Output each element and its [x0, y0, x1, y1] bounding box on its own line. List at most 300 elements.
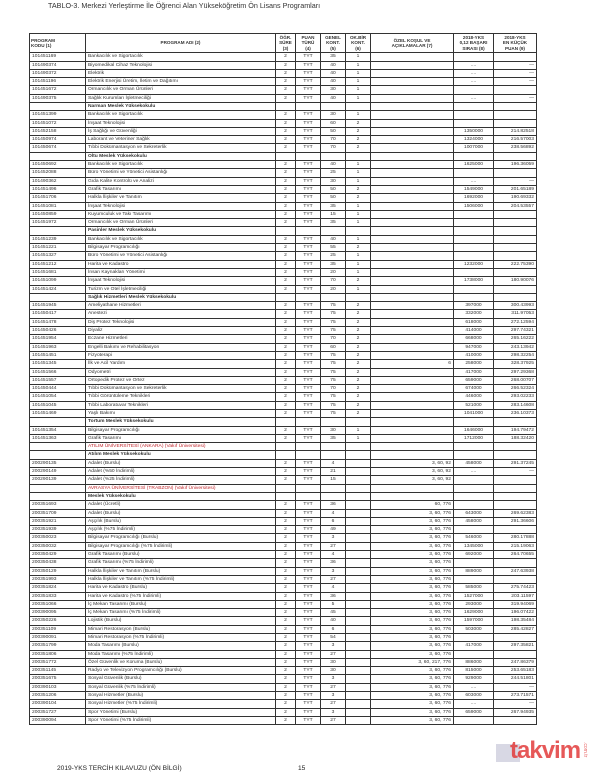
- cell-name: Adalet (%25 İndirimli): [86, 476, 276, 484]
- cell-sure: 2: [276, 567, 296, 575]
- cell-name: Bankacılık ve Sigortacılık: [86, 235, 276, 243]
- cell-puan: TYT: [296, 318, 321, 326]
- table-row: [30, 310, 537, 318]
- cell-name: Ameliyathane Hizmetleri: [86, 302, 276, 310]
- cell-okbir: [346, 567, 371, 575]
- cell-name: Bilgisayar Programcılığı (%75 İndirimli): [86, 542, 276, 550]
- cell-empty: [296, 443, 321, 451]
- cell-empty: [494, 293, 537, 301]
- cell-enkucuk: 285.42827: [494, 625, 537, 633]
- cell-name: Ormancılık ve Orman Ürünleri: [86, 219, 276, 227]
- cell-okbir: [346, 609, 371, 617]
- page-number: 15: [298, 765, 306, 772]
- cell-code: 101451099: [30, 277, 86, 285]
- cell-code: 200390095: [30, 609, 86, 617]
- cell-sure: 2: [276, 534, 296, 542]
- cell-enkucuk: [494, 650, 537, 658]
- cell-puan: TYT: [296, 609, 321, 617]
- cell-sure: 2: [276, 252, 296, 260]
- table-row: [30, 609, 537, 617]
- cell-empty: [30, 103, 86, 111]
- cell-empty: [296, 152, 321, 160]
- cell-puan: TYT: [296, 716, 321, 724]
- table-row: [30, 161, 537, 169]
- cell-okbir: 1: [346, 78, 371, 86]
- cell-empty: [276, 227, 296, 235]
- cell-basari: [454, 268, 494, 276]
- cell-ozel: 3, 60, 776: [371, 567, 454, 575]
- cell-genel: 75: [321, 327, 346, 335]
- cell-genel: 54: [321, 634, 346, 642]
- cell-name: Grafik Tasarımı (Burslu): [86, 551, 276, 559]
- cell-sure: 2: [276, 476, 296, 484]
- cell-puan: TYT: [296, 559, 321, 567]
- cell-empty: [454, 227, 494, 235]
- cell-genel: 35: [321, 53, 346, 61]
- table-body: [30, 53, 537, 725]
- school-name: Sağlık Hizmetleri Meslek Yüksekokulu: [86, 293, 276, 301]
- cell-code: 101451954: [30, 335, 86, 343]
- table-row: [30, 592, 537, 600]
- table-row: [30, 401, 537, 409]
- cell-empty: [276, 152, 296, 160]
- cell-sure: 2: [276, 136, 296, 144]
- cell-empty: [296, 227, 321, 235]
- cell-sure: 2: [276, 434, 296, 442]
- table-row: [30, 542, 537, 550]
- cell-basari: 603000: [454, 692, 494, 700]
- cell-ozel: 3, 60, 776: [371, 692, 454, 700]
- table-row: [30, 177, 537, 185]
- cell-empty: [30, 227, 86, 235]
- cell-basari: 1324000: [454, 136, 494, 144]
- cell-puan: TYT: [296, 310, 321, 318]
- cell-code: 101450426: [30, 327, 86, 335]
- cell-basari: 414000: [454, 327, 494, 335]
- cell-okbir: 2: [346, 310, 371, 318]
- cell-empty: [276, 443, 296, 451]
- cell-okbir: 2: [346, 393, 371, 401]
- cell-okbir: [346, 501, 371, 509]
- cell-okbir: [346, 592, 371, 600]
- cell-sure: 2: [276, 61, 296, 69]
- cell-genel: 35: [321, 202, 346, 210]
- table-row: [30, 426, 537, 434]
- cell-sure: 2: [276, 351, 296, 359]
- table-row: [30, 94, 537, 102]
- cell-ozel: [371, 69, 454, 77]
- school-header-row: [30, 418, 537, 426]
- table-row: [30, 675, 537, 683]
- cell-puan: TYT: [296, 360, 321, 368]
- table-row: [30, 476, 537, 484]
- cell-basari: [454, 501, 494, 509]
- takvim-watermark-logo: [496, 737, 592, 766]
- cell-name: Büro Yönetimi ve Yönetici Asistanlığı: [86, 252, 276, 260]
- cell-enkucuk: [494, 235, 537, 243]
- cell-genel: 27: [321, 716, 346, 724]
- cell-name: Bilgisayar Programcılığı: [86, 426, 276, 434]
- cell-sure: 2: [276, 244, 296, 252]
- cell-enkucuk: 214.82518: [494, 127, 537, 135]
- cell-ozel: 6: [371, 360, 454, 368]
- table-row: [30, 252, 537, 260]
- cell-sure: 2: [276, 584, 296, 592]
- cell-puan: TYT: [296, 468, 321, 476]
- cell-basari: 1232000: [454, 260, 494, 268]
- cell-genel: 75: [321, 368, 346, 376]
- cell-empty: [296, 293, 321, 301]
- cell-basari: 1549000: [454, 185, 494, 193]
- cell-ozel: 3, 60, 776: [371, 542, 454, 550]
- cell-sure: 2: [276, 692, 296, 700]
- cell-ozel: [371, 111, 454, 119]
- cell-okbir: 2: [346, 277, 371, 285]
- cell-sure: 2: [276, 144, 296, 152]
- table-row: [30, 468, 537, 476]
- cell-genel: 3: [321, 642, 346, 650]
- cell-code: 200351824: [30, 584, 86, 592]
- cell-enkucuk: 196.36059: [494, 161, 537, 169]
- cell-code: 200351709: [30, 509, 86, 517]
- cell-okbir: [346, 468, 371, 476]
- cell-okbir: [346, 551, 371, 559]
- cell-code: 101451706: [30, 194, 86, 202]
- cell-ozel: [371, 376, 454, 384]
- cell-name: Moda Tasarımı (%75 İndirimli): [86, 650, 276, 658]
- cell-puan: TYT: [296, 61, 321, 69]
- cell-enkucuk: 319.94069: [494, 600, 537, 608]
- cell-okbir: 2: [346, 127, 371, 135]
- cell-basari: 1629000: [454, 609, 494, 617]
- cell-code: 200290149: [30, 468, 86, 476]
- cell-basari: [454, 252, 494, 260]
- cell-empty: [371, 227, 454, 235]
- cell-puan: TYT: [296, 144, 321, 152]
- cell-empty: [296, 418, 321, 426]
- cell-okbir: [346, 658, 371, 666]
- cell-enkucuk: [494, 716, 537, 724]
- cell-enkucuk: 298.32254: [494, 351, 537, 359]
- cell-basari: 815000: [454, 667, 494, 675]
- cell-puan: TYT: [296, 667, 321, 675]
- cell-puan: TYT: [296, 161, 321, 169]
- cell-name: Harita ve Kadastro: [86, 260, 276, 268]
- cell-puan: TYT: [296, 69, 321, 77]
- cell-ozel: [371, 327, 454, 335]
- cell-basari: 458000: [454, 517, 494, 525]
- cell-genel: 36: [321, 592, 346, 600]
- school-header-row: [30, 451, 537, 459]
- cell-puan: TYT: [296, 376, 321, 384]
- cell-puan: TYT: [296, 202, 321, 210]
- cell-name: Engelli Bakımı ve Rehabilitasyon: [86, 343, 276, 351]
- cell-basari: 1527000: [454, 592, 494, 600]
- cell-code: 200351206: [30, 692, 86, 700]
- cell-genel: 36: [321, 501, 346, 509]
- cell-name: Tıbbi Görüntüleme Teknikleri: [86, 393, 276, 401]
- cell-sure: 2: [276, 185, 296, 193]
- cell-code: 101490375: [30, 94, 86, 102]
- cell-basari: 929000: [454, 675, 494, 683]
- cell-basari: [454, 476, 494, 484]
- cell-okbir: [346, 559, 371, 567]
- cell-genel: 35: [321, 260, 346, 268]
- cell-ozel: [371, 343, 454, 351]
- logo-domain: .com.tr: [582, 742, 588, 758]
- cell-okbir: 1: [346, 285, 371, 293]
- cell-puan: TYT: [296, 517, 321, 525]
- cell-sure: 2: [276, 650, 296, 658]
- cell-enkucuk: [494, 119, 537, 127]
- university-header-row: [30, 484, 537, 492]
- cell-puan: TYT: [296, 53, 321, 61]
- cell-sure: 2: [276, 393, 296, 401]
- cell-sure: 2: [276, 327, 296, 335]
- cell-puan: TYT: [296, 692, 321, 700]
- school-header-row: [30, 227, 537, 235]
- cell-ozel: 3, 60, 217, 776: [371, 658, 454, 666]
- cell-empty: [321, 293, 346, 301]
- cell-code: 200350023: [30, 534, 86, 542]
- cell-enkucuk: 243.13942: [494, 343, 537, 351]
- cell-ozel: 3, 60, 776: [371, 575, 454, 583]
- table-row: [30, 61, 537, 69]
- cell-genel: 45: [321, 609, 346, 617]
- cell-puan: TYT: [296, 285, 321, 293]
- cell-enkucuk: [494, 634, 537, 642]
- cell-empty: [346, 443, 371, 451]
- cell-sure: 2: [276, 268, 296, 276]
- cell-ozel: 3, 60, 776: [371, 526, 454, 534]
- cell-genel: 70: [321, 277, 346, 285]
- cell-name: Bilgisayar Programcılığı (Burslu): [86, 534, 276, 542]
- cell-genel: 6: [321, 517, 346, 525]
- cell-okbir: 1: [346, 268, 371, 276]
- cell-code: 101451072: [30, 119, 86, 127]
- cell-name: Spor Yönetimi (Burslu): [86, 708, 276, 716]
- cell-name: Aşçılık (Burslu): [86, 517, 276, 525]
- cell-puan: TYT: [296, 335, 321, 343]
- cell-empty: [494, 451, 537, 459]
- cell-sure: 2: [276, 501, 296, 509]
- cell-name: Bilgisayar Programcılığı: [86, 244, 276, 252]
- cell-genel: 40: [321, 617, 346, 625]
- cell-genel: 40: [321, 78, 346, 86]
- cell-ozel: [371, 235, 454, 243]
- cell-empty: [346, 484, 371, 492]
- cell-empty: [296, 492, 321, 500]
- cell-ozel: 3, 60, 776: [371, 517, 454, 525]
- cell-okbir: [346, 542, 371, 550]
- cell-name: Mimari Restorasyon (%75 İndirimli): [86, 634, 276, 642]
- cell-sure: 2: [276, 592, 296, 600]
- cell-okbir: [346, 509, 371, 517]
- cell-code: 101451363: [30, 434, 86, 442]
- cell-empty: [346, 451, 371, 459]
- cell-basari: 417000: [454, 642, 494, 650]
- cell-puan: TYT: [296, 434, 321, 442]
- cell-sure: 2: [276, 119, 296, 127]
- cell-okbir: [346, 617, 371, 625]
- cell-okbir: [346, 650, 371, 658]
- cell-empty: [30, 451, 86, 459]
- table-row: [30, 459, 537, 467]
- cell-sure: 2: [276, 53, 296, 61]
- cell-name: İç Mekan Tasarımı (%75 İndirimli): [86, 609, 276, 617]
- cell-name: Moda Tasarımı (Burslu): [86, 642, 276, 650]
- cell-name: Harita ve Kadastro (Burslu): [86, 584, 276, 592]
- cell-sure: 2: [276, 94, 296, 102]
- cell-okbir: 1: [346, 434, 371, 442]
- cell-code: 200290139: [30, 476, 86, 484]
- school-name: Meslek Yüksekokulu: [86, 492, 276, 500]
- cell-puan: TYT: [296, 650, 321, 658]
- cell-code: 200351145: [30, 667, 86, 675]
- cell-sure: 2: [276, 634, 296, 642]
- cell-enkucuk: —: [494, 468, 537, 476]
- cell-ozel: [371, 310, 454, 318]
- cell-genel: 27: [321, 683, 346, 691]
- cell-ozel: [371, 302, 454, 310]
- cell-sure: 2: [276, 177, 296, 185]
- cell-empty: [321, 152, 346, 160]
- cell-code: 200350032: [30, 542, 86, 550]
- header-success-rank: 2018-YKS 0,12 BAŞARI SIRASI (8): [454, 34, 494, 53]
- cell-enkucuk: [494, 252, 537, 260]
- table-row: [30, 360, 537, 368]
- cell-enkucuk: 266.52324: [494, 385, 537, 393]
- table-row: [30, 69, 537, 77]
- cell-name: Halkla İlişkiler ve Tanıtım (%75 İndirimli): [86, 575, 276, 583]
- cell-basari: [454, 219, 494, 227]
- cell-puan: TYT: [296, 700, 321, 708]
- cell-puan: TYT: [296, 658, 321, 666]
- cell-code: 101450692: [30, 161, 86, 169]
- cell-empty: [30, 418, 86, 426]
- cell-code: 101451081: [30, 202, 86, 210]
- table-row: [30, 634, 537, 642]
- cell-okbir: [346, 708, 371, 716]
- table-row: [30, 509, 537, 517]
- table-row: [30, 235, 537, 243]
- university-name: AVRASYA ÜNİVERSİTESİ (TRABZON) (Vakıf Üniversitesi): [86, 484, 276, 492]
- cell-puan: TYT: [296, 542, 321, 550]
- cell-basari: 258000: [454, 360, 494, 368]
- cell-code: 101450974: [30, 136, 86, 144]
- cell-sure: 2: [276, 194, 296, 202]
- table-row: [30, 567, 537, 575]
- cell-puan: TYT: [296, 501, 321, 509]
- cell-ozel: [371, 401, 454, 409]
- cell-code: 101451354: [30, 426, 86, 434]
- cell-enkucuk: 297.74321: [494, 327, 537, 335]
- cell-ozel: [371, 260, 454, 268]
- cell-ozel: 3, 60, 776: [371, 625, 454, 633]
- cell-name: Elektrik: [86, 69, 276, 77]
- cell-code: 101450674: [30, 144, 86, 152]
- cell-genel: 75: [321, 310, 346, 318]
- table-row: [30, 600, 537, 608]
- table-row: [30, 526, 537, 534]
- cell-ozel: [371, 318, 454, 326]
- cell-genel: 50: [321, 185, 346, 193]
- cell-sure: 2: [276, 277, 296, 285]
- cell-okbir: 1: [346, 426, 371, 434]
- cell-sure: 2: [276, 360, 296, 368]
- cell-empty: [296, 103, 321, 111]
- cell-genel: 50: [321, 194, 346, 202]
- cell-genel: 70: [321, 385, 346, 393]
- cell-basari: 886000: [454, 658, 494, 666]
- cell-code: 200351799: [30, 642, 86, 650]
- cell-name: Grafik Tasarımı: [86, 434, 276, 442]
- cell-enkucuk: 273.71571: [494, 692, 537, 700]
- cell-genel: 40: [321, 235, 346, 243]
- cell-ozel: [371, 426, 454, 434]
- cell-empty: [454, 451, 494, 459]
- cell-empty: [321, 418, 346, 426]
- cell-ozel: [371, 393, 454, 401]
- cell-enkucuk: [494, 210, 537, 218]
- cell-code: 200390103: [30, 683, 86, 691]
- cell-basari: ....: [454, 61, 494, 69]
- cell-name: İnşaat Teknolojisi: [86, 202, 276, 210]
- cell-ozel: [371, 53, 454, 61]
- cell-genel: 75: [321, 302, 346, 310]
- cell-enkucuk: 222.75390: [494, 260, 537, 268]
- cell-puan: TYT: [296, 210, 321, 218]
- cell-enkucuk: —: [494, 94, 537, 102]
- cell-ozel: 60, 776: [371, 501, 454, 509]
- cell-basari: 585000: [454, 584, 494, 592]
- cell-code: 200390104: [30, 700, 86, 708]
- cell-enkucuk: 300.43993: [494, 302, 537, 310]
- cell-basari: 1625000: [454, 161, 494, 169]
- cell-ozel: [371, 86, 454, 94]
- cell-okbir: 2: [346, 244, 371, 252]
- cell-basari: [454, 526, 494, 534]
- cell-enkucuk: —: [494, 700, 537, 708]
- cell-enkucuk: [494, 53, 537, 61]
- cell-basari: ....: [454, 94, 494, 102]
- school-header-row: [30, 152, 537, 160]
- cell-puan: TYT: [296, 675, 321, 683]
- cell-sure: 2: [276, 69, 296, 77]
- cell-empty: [30, 443, 86, 451]
- cell-ozel: [371, 409, 454, 417]
- cell-enkucuk: [494, 285, 537, 293]
- cell-genel: 70: [321, 335, 346, 343]
- cell-genel: 40: [321, 61, 346, 69]
- cell-empty: [30, 484, 86, 492]
- table-row: [30, 343, 537, 351]
- cell-sure: 2: [276, 559, 296, 567]
- cell-name: Turizm ve Otel İşletmeciliği: [86, 285, 276, 293]
- school-header-row: [30, 293, 537, 301]
- cell-ozel: 3, 60, 776: [371, 551, 454, 559]
- cell-genel: 30: [321, 177, 346, 185]
- cell-ozel: [371, 119, 454, 127]
- cell-basari: [454, 716, 494, 724]
- cell-sure: 2: [276, 617, 296, 625]
- cell-enkucuk: 272.12594: [494, 318, 537, 326]
- cell-empty: [296, 451, 321, 459]
- cell-basari: [454, 634, 494, 642]
- table-row: [30, 385, 537, 393]
- cell-ozel: 3, 60, 776: [371, 617, 454, 625]
- cell-genel: 4: [321, 459, 346, 467]
